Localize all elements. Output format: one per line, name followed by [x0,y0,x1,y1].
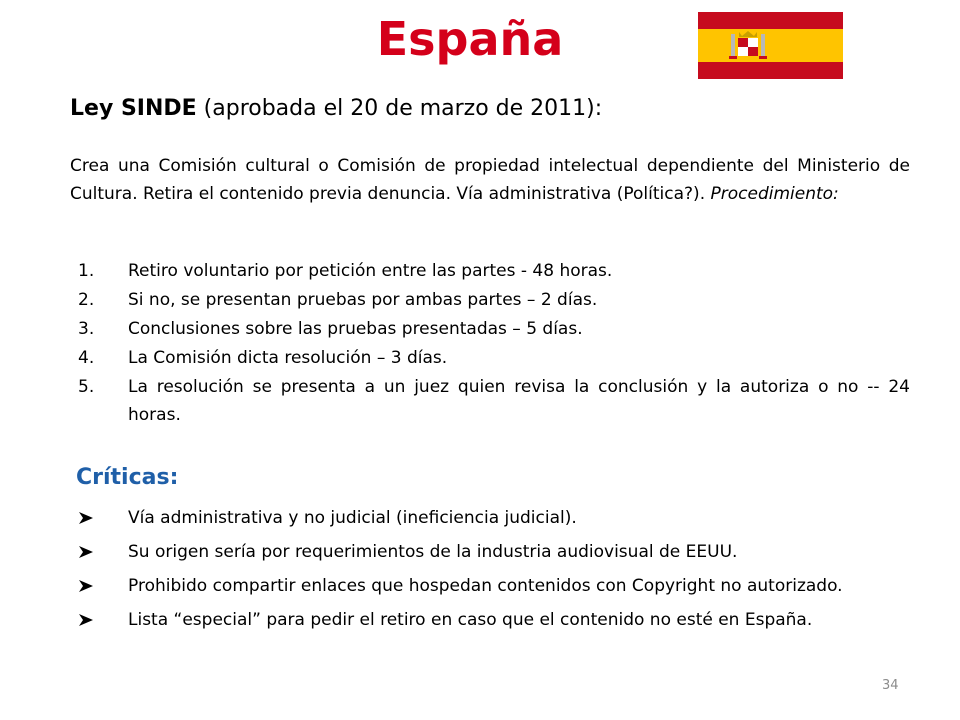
arrowhead-bullet-icon [78,579,94,593]
arrowhead-bullet-icon [78,545,94,559]
step-text: La resolución se presenta a un juez quien revisa la conclusión y la autoriza o no -- 24 horas. [128,377,910,425]
critica-text: Lista “especial” para pedir el retiro en caso que el contenido no esté en España. [128,610,813,630]
procedure-steps-list [70,257,910,429]
intro-paragraph [70,152,910,208]
criticas-list [76,504,910,640]
list-item [70,257,910,286]
list-item [76,504,910,532]
list-item [70,344,910,373]
step-number: 2. [78,290,95,310]
slide-title: España [376,12,564,66]
step-text: Retiro voluntario por petición entre las partes - 48 horas. [128,261,613,281]
criticas-heading: Críticas: [76,465,179,490]
critica-text: Prohibido compartir enlaces que hospedan contenidos con Copyright no autorizado. [128,576,843,596]
coat-of-arms-icon [729,31,767,59]
list-item [76,572,910,600]
step-number: 4. [78,348,95,368]
law-name: Ley SINDE [70,96,197,121]
list-item [70,373,910,429]
arrowhead-bullet-icon [78,613,94,627]
step-number: 1. [78,261,95,281]
page-number: 34 [882,678,899,693]
critica-text: Vía administrativa y no judicial (ineficiencia judicial). [128,508,577,528]
step-text: La Comisión dicta resolución – 3 días. [128,348,448,368]
spain-flag-icon [698,12,843,79]
list-item [70,315,910,344]
critica-text: Su origen sería por requerimientos de la industria audiovisual de EEUU. [128,542,738,562]
list-item [76,606,910,634]
list-item [76,538,910,566]
law-date: (aprobada el 20 de marzo de 2011): [196,96,603,121]
intro-text: Crea una Comisión cultural o Comisión de propiedad intelectual dependiente del Ministerio de Cultura. Retira el contenido previa denuncia. Vía administrativa (Política?). [70,156,910,204]
list-item [70,286,910,315]
step-number: 3. [78,319,95,339]
arrowhead-bullet-icon [78,511,94,525]
law-heading [70,96,602,121]
procedure-label: Procedimiento: [710,184,839,204]
step-text: Conclusiones sobre las pruebas presentadas – 5 días. [128,319,583,339]
step-number: 5. [78,377,95,397]
step-text: Si no, se presentan pruebas por ambas partes – 2 días. [128,290,598,310]
